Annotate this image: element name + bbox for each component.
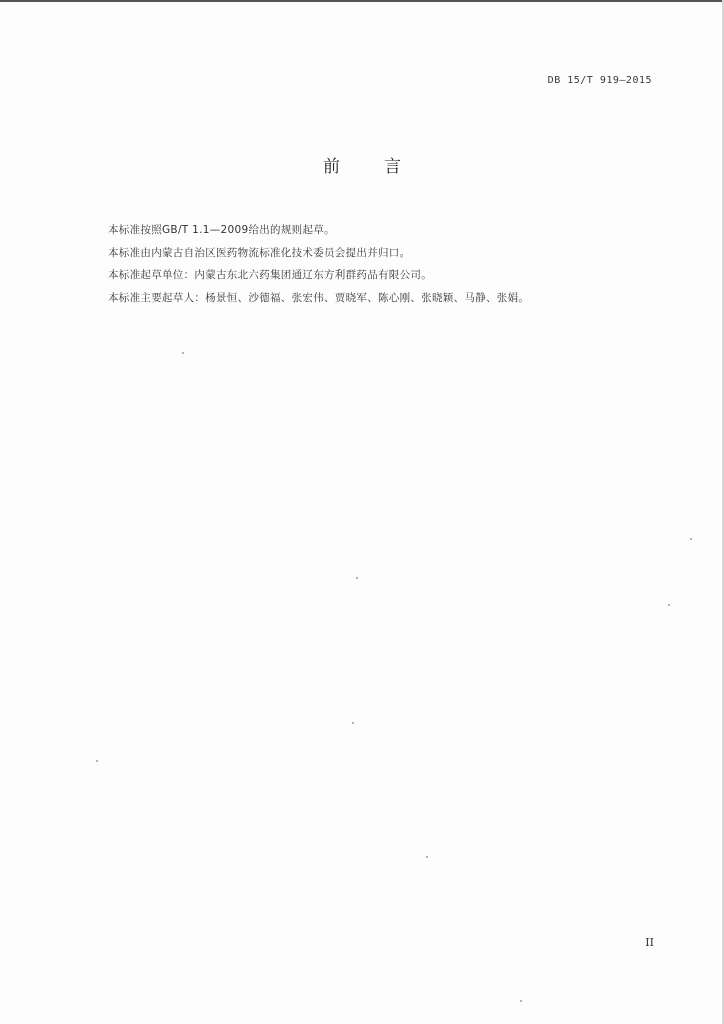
scan-speck xyxy=(426,856,428,858)
scan-speck xyxy=(520,1000,522,1002)
document-code: DB 15/T 919—2015 xyxy=(547,75,652,86)
scan-speck xyxy=(182,352,184,354)
foreword-line-proposer: 本标准由内蒙古自治区医药物流标准化技术委员会提出并归口。 xyxy=(108,246,411,259)
page-title-char-1: 前 xyxy=(323,157,340,177)
scan-speck xyxy=(96,760,98,762)
scan-speck xyxy=(690,538,692,540)
scan-speck xyxy=(352,722,354,724)
page-title-char-2: 言 xyxy=(384,157,401,177)
scan-speck xyxy=(356,577,358,579)
scan-speck xyxy=(668,604,670,606)
foreword-line-drafting-unit: 本标准起草单位：内蒙古东北六药集团通辽东方利群药品有限公司。 xyxy=(108,269,432,281)
page-number: II xyxy=(645,936,654,949)
page-title xyxy=(0,152,724,177)
foreword-body xyxy=(108,219,668,309)
foreword-line-drafting-rules: 本标准按照GB/T 1.1—2009给出的规则起草。 xyxy=(108,224,335,236)
foreword-line-drafters: 本标准主要起草人：杨景恒、沙德福、张宏伟、贾晓军、陈心刚、张晓颖、马静、张娟。 xyxy=(108,291,530,304)
scan-top-edge xyxy=(0,0,724,2)
